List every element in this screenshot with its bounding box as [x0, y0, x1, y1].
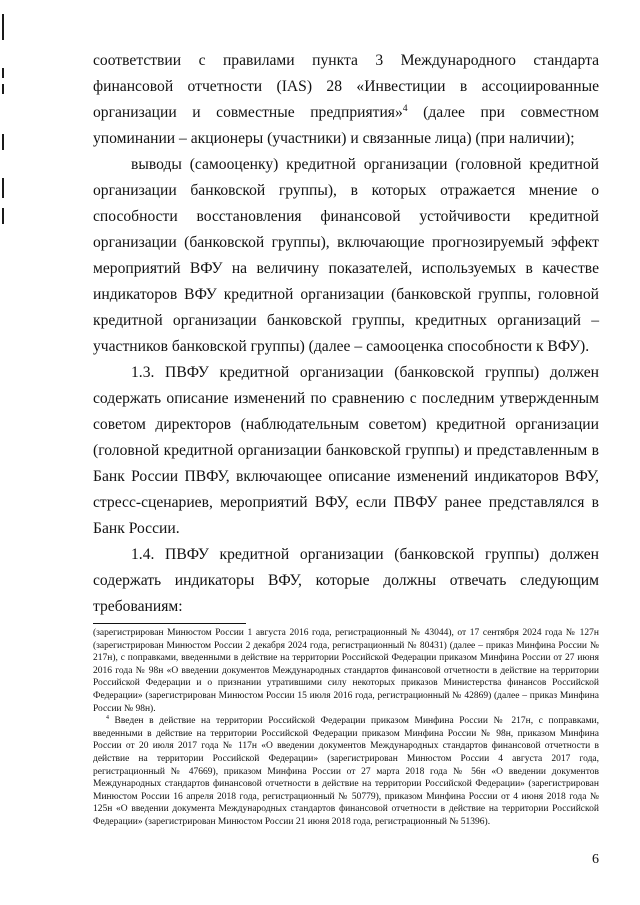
paragraph-1-4: 1.4. ПВФУ кредитной организации (банковской группы) должен содержать индикаторы ВФУ, которые должны отвечать следующим требованиям: [93, 546, 599, 615]
footnote-continuation: (зарегистрирован Минюстом России 1 августа 2016 года, регистрационный № 43044), от 17 сентября 2024 года № 127н (зарегистрирован Минюстом России 2 декабря 2024 года, регистрационный № 80431) (далее – приказ Минфина России № 217н), с поправками, введенными в действие на территории Российской Федерации приказом Минфина России от 27 июня 2016 года № 98н «О введении документов Международных стандартов финансовой отчетности в действие на территории Российской Федерации и о признании утратившими силу некоторых приказов Министерства финансов Российской Федерации» (зарегистрирован Минюстом России 15 июля 2016 года, регистрационный № 42869) (далее – приказ Минфина России № 98н). [93, 628, 599, 714]
paragraph-1-3: 1.3. ПВФУ кредитной организации (банковской группы) должен содержать описание изменений по сравнению с последним утвержденным советом директоров (наблюдательным советом) кредитной организации (головной кредитной организации банковской группы) и представленным в Банк России ПВФУ, включающее описание изменений индикаторов ВФУ, стресс-сценариев, мероприятий ВФУ, если ПВФУ ранее представлялся в Банк России. [93, 364, 599, 537]
paragraph-ias28 [93, 48, 599, 152]
footnote-4-number: 4 [106, 715, 109, 721]
scan-margin-mark [2, 178, 4, 198]
footnote-4 [93, 715, 599, 828]
paragraph-self-assessment: выводы (самооценку) кредитной организации (головной кредитной организации банковской группы), в которых отражается мнение о способности восстановления финансовой устойчивости кредитной организации (банковской группы), включающие прогнозируемый эффект мероприятий ВФУ на величину показателей, используемых в качестве индикаторов ВФУ кредитной организации (банковской группы, головной кредитной организации банковской группы, кредитных организаций – участников банковской группы) (далее – самооценка способности к ВФУ). [93, 156, 599, 355]
scan-margin-mark [2, 14, 4, 40]
footnote-ref-4[interactable]: 4 [402, 102, 408, 114]
page-number: 6 [592, 852, 599, 867]
scan-margin-mark [2, 68, 4, 78]
paragraph-ias28-text: соответствии с правилами пункта 3 Международного стандарта финансовой отчетности (IAS) 28 «Инвестиции в ассоциированные организации и совместные предприятия» [93, 52, 599, 121]
footnote-separator [93, 623, 246, 624]
footnotes [93, 627, 599, 829]
scan-margin-mark [2, 134, 4, 150]
scan-margin-mark [2, 208, 4, 224]
footnote-4-text: Введен в действие на территории Российской Федерации приказом Минфина России № 217н, с поправками, введенными в действие на территории Российской Федерации приказом Минфина России № 98н, приказом Минфина России от 20 июля 2017 года № 117н «О введении документов Международных стандартов финансовой отчетности в действие на территории Российской Федерации» (зарегистрирован Минюстом России 4 августа 2017 года, регистрационный № 47669), приказом Минфина России от 27 марта 2018 года № 56н «О введении документов Международных стандартов финансовой отчетности в действие на территории Российской Федерации» (зарегистрирован Минюстом России 16 апреля 2018 года, регистрационный № 50779), приказом Минфина России от 4 июня 2018 года № 125н «О введении документа Международных стандартов финансовой отчетности в действие на территории Российской Федерации» (зарегистрирован Минюстом России 21 июня 2018 года, регистрационный № 51396). [93, 716, 599, 827]
scan-margin-mark [2, 84, 4, 94]
paragraph-ias28-text-end: (далее при совместном упоминании – акционеры (участники) и связанные лица) (при наличии); [93, 104, 600, 147]
main-text [93, 48, 599, 620]
